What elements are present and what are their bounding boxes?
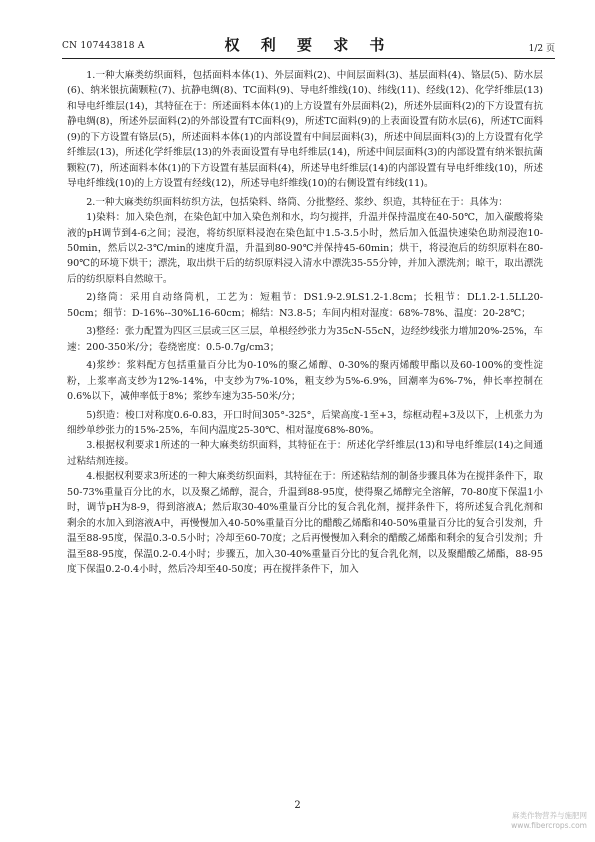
claim-paragraph: 2)络筒：采用自动络筒机，工艺为：短粗节：DS1.9-2.9LS1.2-1.8cm；长粗节：DL1.2-1.5LL20-50cm；细节：D-16%--30%L16-60cm；棉结：N3.8-5；车间内相对湿度：68%-78%、温度：20-28℃； (67, 292, 543, 319)
watermark-url: www.fibercrops.com (511, 821, 587, 830)
page-header (62, 34, 555, 56)
document-title: 权 利 要 求 书 (224, 36, 393, 54)
claim-paragraph: 1)染料：加入染色剂，在染色缸中加入染色剂和水，均匀搅拌，升温并保持温度在40-50℃，加入碳酸将染液的pH调节到4-6之间；浸泡，将纺织原料浸泡在染色缸中1.5-3.5小时，然后加入低温快速染色助剂浸泡10-50min，然后以2-3℃/min的速度升温，升温到80-90℃并保持45-60min；烘干，将浸泡后的纺织原料在80-90℃的环境下烘干；漂洗，取出烘干后的纺织原料浸入清水中漂洗35-55分钟，并加入漂洗剂；晾干，取出漂洗后的纺织原料自然晾干。 (67, 212, 543, 285)
claim-paragraph: 5)织造：梭口对称度0.6-0.83，开口时间305°-325°，后梁高度-1至+3，综框动程+3及以下，上机张力为细纱单纱张力的15%-25%，车间内温度25-30℃、相对湿度68%-80%。 (67, 409, 543, 436)
claim-paragraph: 3)整经：张力配置为四区三层或三区三层，单根经纱张力为35cN-55cN，边经纱线张力增加20%-25%，车速：200-350米/分；卷绕密度：0.5-0.7g/cm3； (67, 326, 543, 353)
watermark (511, 811, 587, 831)
claim-paragraph: 4.根据权利要求3所述的一种大麻类纺织面料，其特征在于：所述粘结剂的制备步骤具体为在搅拌条件下，取50-73%重量百分比的水，以及聚乙烯醇，混合，升温到88-95度，使得聚乙烯醇完全溶解，70-80度下保温1小时，调节pH为8-9，得到溶液A；然后取30-40%重量百分比的复合乳化剂，搅拌条件下，将所述复合乳化剂和剩余的水加入到溶液A中，再慢慢加入40-50%重量百分比的醋酸乙烯酯和40-50%重量百分比的复合引发剂，升温至88-95度，保温0.3-0.5小时；冷却至60-70度；之后再慢慢加入剩余的醋酸乙烯酯和剩余的复合引发剂；升温至88-95度，保温0.2-0.4小时；步骤五，加入30-40%重量百分比的复合乳化剂，以及聚醋酸乙烯酯，88-95度下保温0.2-0.4小时，然后冷却至40-50度；再在搅拌条件下，加入 (67, 471, 543, 576)
header-divider (62, 58, 555, 59)
claims-body (67, 68, 543, 578)
watermark-name: 麻类作物营养与施肥网 (512, 811, 587, 820)
claim-paragraph: 4)浆纱：浆料配方包括重量百分比为0-10%的聚乙烯醇、0-30%的聚丙烯酸甲酯以及60-100%的变性淀粉，上浆率高支纱为12%-14%，中支纱为7%-10%，粗支纱为5%-6.9%，回潮率为6%-7%，伸长率控制在0.6%以下，减伸率低于8%；浆纱车速为35-50米/分； (67, 360, 543, 403)
page-info: 1/2 页 (528, 44, 555, 54)
claim-paragraph: 2.一种大麻类纺织面料纺织方法，包括染料、络筒、分批整经、浆纱、织造，其特征在于：具体为： (86, 196, 508, 208)
claim-paragraph: 3.根据权利要求1所述的一种大麻类纺织面料，其特征在于：所述化学纤维层(13)和导电纤维层(14)之间通过粘结剂连接。 (67, 440, 543, 467)
claim-paragraph: 1.一种大麻类纺织面料，包括面料本体(1)、外层面料(2)、中间层面料(3)、基层面料(4)、铬层(5)、防水层(6)、纳米银抗菌颗粒(7)、抗静电绸(8)、TC面料(9)、导电纤维线(10)、纬线(11)、经线(12)、化学纤维层(13)和导电纤维层(14)，其特征在于：所述面料本体(1)的上方设置有外层面料(2)，所述外层面料(2)的下方设置有抗静电绸(8)，所述外层面料(2)的外部设置有TC面料(9)，所述TC面料(9)的上表面设置有防水层(6)，所述TC面料(9)的下方设置有铬层(5)，所述面料本体(1)的内部设置有中间层面料(3)，所述中间层面料(3)的上方设置有化学纤维层(13)，所述化学纤维层(13)的外表面设置有导电纤维层(14)，所述中间层面料(3)的内部设置有纳米银抗菌颗粒(7)，所述面料本体(1)的下方设置有基层面料(4)，所述导电纤维层(14)的内部设置有导电纤维线(10)，所述导电纤维线(10)的上方设置有经线(12)，所述导电纤维线(10)的右侧设置有纬线(11)。 (67, 70, 543, 190)
publication-number: CN 107443818 A (62, 41, 145, 51)
page-number: 2 (294, 800, 301, 811)
